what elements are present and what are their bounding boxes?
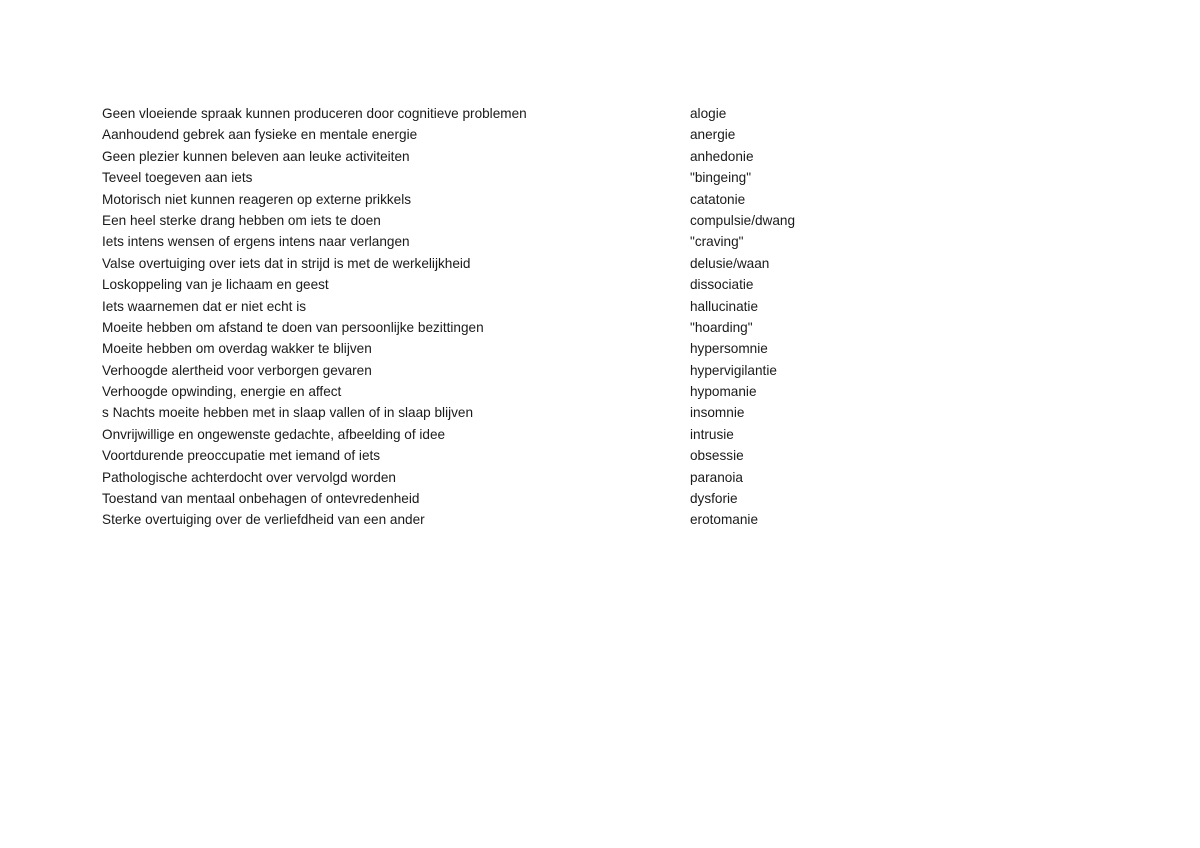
term-word: delusie/waan bbox=[690, 255, 770, 271]
term-definition: Motorisch niet kunnen reageren op externe prikkels bbox=[102, 191, 412, 207]
term-row bbox=[102, 445, 862, 466]
term-definition: Toestand van mentaal onbehagen of ontevredenheid bbox=[102, 491, 420, 507]
term-row bbox=[102, 509, 862, 530]
term-word: compulsie/dwang bbox=[690, 212, 796, 228]
term-word: intrusie bbox=[690, 426, 734, 442]
term-row bbox=[102, 381, 862, 402]
term-row bbox=[102, 338, 862, 359]
term-row bbox=[102, 146, 862, 167]
term-definition: Een heel sterke drang hebben om iets te doen bbox=[102, 212, 381, 228]
term-definition: Onvrijwillige en ongewenste gedachte, afbeelding of idee bbox=[102, 426, 446, 442]
term-row bbox=[102, 253, 862, 274]
term-definition: Aanhoudend gebrek aan fysieke en mentale energie bbox=[102, 127, 418, 143]
term-word: hypomanie bbox=[690, 384, 757, 400]
term-definition: Iets intens wensen of ergens intens naar verlangen bbox=[102, 234, 410, 250]
term-word: hypersomnie bbox=[690, 341, 768, 357]
term-list bbox=[102, 103, 862, 531]
term-row bbox=[102, 402, 862, 423]
term-row bbox=[102, 360, 862, 381]
term-word: anergie bbox=[690, 127, 736, 143]
term-word: "bingeing" bbox=[690, 170, 752, 186]
term-word: catatonie bbox=[690, 191, 746, 207]
term-word: alogie bbox=[690, 106, 727, 121]
term-word: dysforie bbox=[690, 491, 738, 507]
term-row bbox=[102, 210, 862, 231]
term-definition: Teveel toegeven aan iets bbox=[102, 170, 253, 186]
term-word: paranoia bbox=[690, 469, 743, 485]
term-definition: Voortdurende preoccupatie met iemand of iets bbox=[102, 448, 381, 464]
term-definition: Verhoogde alertheid voor verborgen gevaren bbox=[102, 362, 372, 378]
term-word: dissociatie bbox=[690, 277, 754, 293]
term-row bbox=[102, 296, 862, 317]
term-word: "craving" bbox=[690, 234, 744, 250]
term-word: hypervigilantie bbox=[690, 362, 777, 378]
term-row bbox=[102, 189, 862, 210]
term-word: anhedonie bbox=[690, 148, 754, 164]
term-definition: Sterke overtuiging over de verliefdheid van een ander bbox=[102, 512, 425, 528]
term-row bbox=[102, 103, 862, 124]
term-word: erotomanie bbox=[690, 512, 759, 528]
term-row bbox=[102, 317, 862, 338]
term-word: insomnie bbox=[690, 405, 745, 421]
term-definition: Moeite hebben om overdag wakker te blijven bbox=[102, 341, 372, 357]
term-word: "hoarding" bbox=[690, 319, 753, 335]
term-definition: Moeite hebben om afstand te doen van persoonlijke bezittingen bbox=[102, 319, 484, 335]
term-definition: Valse overtuiging over iets dat in strijd is met de werkelijkheid bbox=[102, 255, 471, 271]
term-definition: Verhoogde opwinding, energie en affect bbox=[102, 384, 342, 400]
term-definition: Pathologische achterdocht over vervolgd worden bbox=[102, 469, 396, 485]
term-row bbox=[102, 467, 862, 488]
term-word: obsessie bbox=[690, 448, 744, 464]
term-definition: Geen plezier kunnen beleven aan leuke activiteiten bbox=[102, 148, 410, 164]
term-word: hallucinatie bbox=[690, 298, 759, 314]
term-row bbox=[102, 424, 862, 445]
term-row bbox=[102, 231, 862, 252]
term-definition: Loskoppeling van je lichaam en geest bbox=[102, 277, 329, 293]
term-definition: Iets waarnemen dat er niet echt is bbox=[102, 298, 307, 314]
term-row bbox=[102, 124, 862, 145]
term-row bbox=[102, 488, 862, 509]
term-definition: Geen vloeiende spraak kunnen produceren door cognitieve problemen bbox=[102, 106, 527, 121]
term-row bbox=[102, 167, 862, 188]
term-row bbox=[102, 274, 862, 295]
term-definition: s Nachts moeite hebben met in slaap vallen of in slaap blijven bbox=[102, 405, 474, 421]
